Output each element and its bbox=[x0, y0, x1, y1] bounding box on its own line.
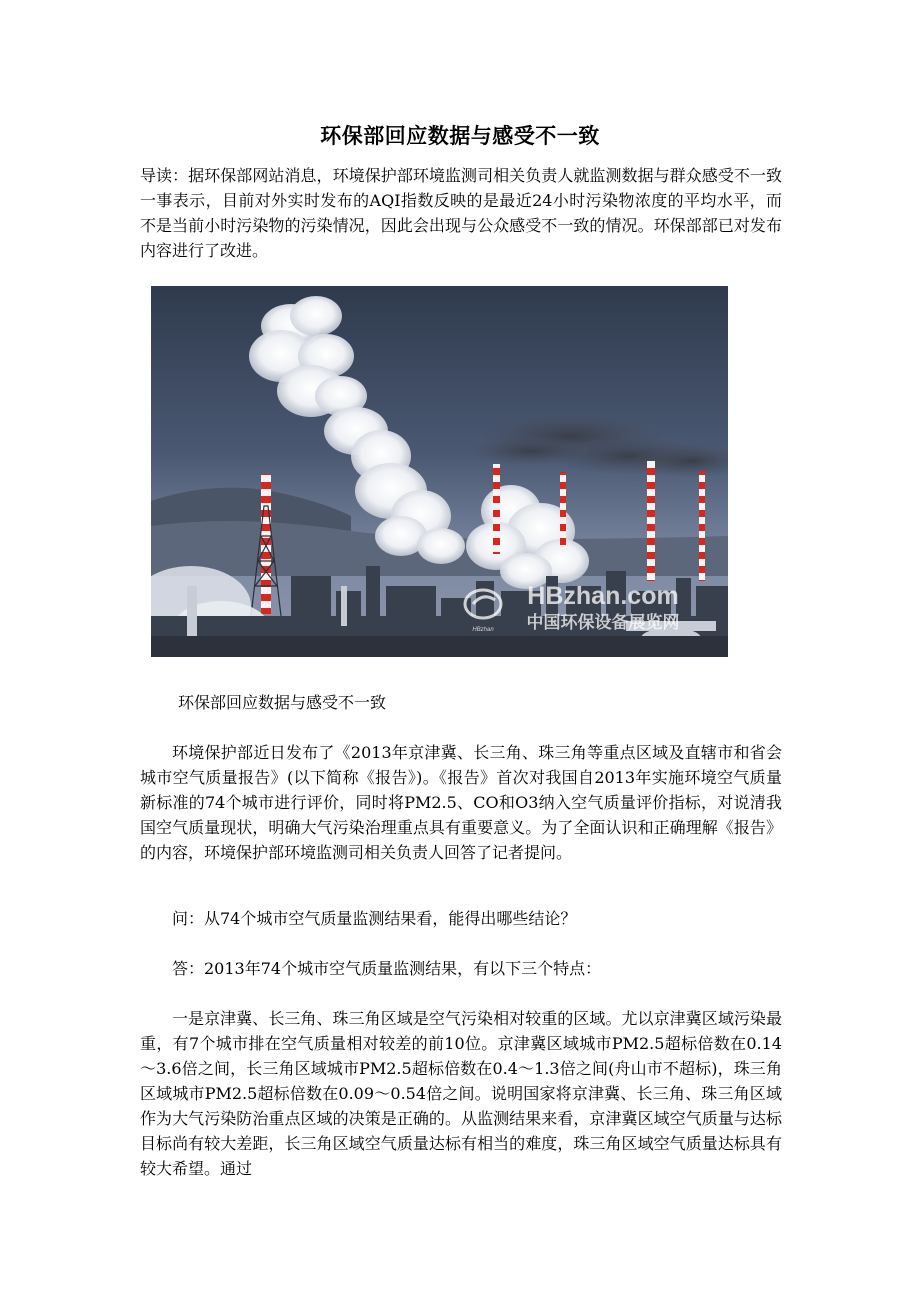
article-paragraph: 一是京津冀、长三角、珠三角区域是空气污染相对较重的区域。尤以京津冀区域污染最重，有7个城市排在空气质量相对较差的前10位。京津冀区域城市PM2.5超标倍数在0.14～3.6倍之间，长三角区域城市PM2.5超标倍数在0.4～1.3倍之间(舟山市不超标)，珠三角区域城市PM2.5超标倍数在0.09～0.54倍之间。说明国家将京津冀、长三角、珠三角区域作为大气污染防治重点区域的决策是正确的。从监测结果来看，京津冀区域空气质量与达标目标尚有较大差距，长三角区域空气质量达标有相当的难度，珠三角区域空气质量达标具有较大希望。通过 bbox=[140, 1009, 782, 1178]
image-caption: 环保部回应数据与感受不一致 bbox=[178, 693, 387, 712]
watermark-domain: HBzhan.com bbox=[527, 582, 679, 610]
factory-smoke-photo bbox=[151, 286, 728, 657]
watermark-site-name: 中国环保设备展览网 bbox=[526, 613, 680, 633]
watermark-logo-text: HBzhan bbox=[472, 627, 494, 633]
article-lead: 导读：据环保部网站消息，环境保护部环境监测司相关负责人就监测数据与群众感受不一致一事表示，目前对外实时发布的AQI指数反映的是最近24小时污染物浓度的平均水平，而不是当前小时污染物的污染情况，因此会出现与公众感受不一致的情况。环保部部已对发布内容进行了改进。 bbox=[140, 166, 782, 260]
article-answer: 答：2013年74个城市空气质量监测结果，有以下三个特点： bbox=[172, 959, 602, 978]
article-question: 问：从74个城市空气质量监测结果看，能得出哪些结论？ bbox=[172, 909, 577, 928]
article-title: 环保部回应数据与感受不一致 bbox=[320, 123, 600, 148]
article-paragraph: 环境保护部近日发布了《2013年京津冀、长三角、珠三角等重点区域及直辖市和省会城市空气质量报告》(以下简称《报告》)。《报告》首次对我国自2013年实施环境空气质量新标准的74个城市进行评价，同时将PM2.5、CO和O3纳入空气质量评价指标，对说清我国空气质量现状，明确大气污染治理重点具有重要意义。为了全面认识和正确理解《报告》的内容，环境保护部环境监测司相关负责人回答了记者提问。 bbox=[140, 743, 782, 862]
